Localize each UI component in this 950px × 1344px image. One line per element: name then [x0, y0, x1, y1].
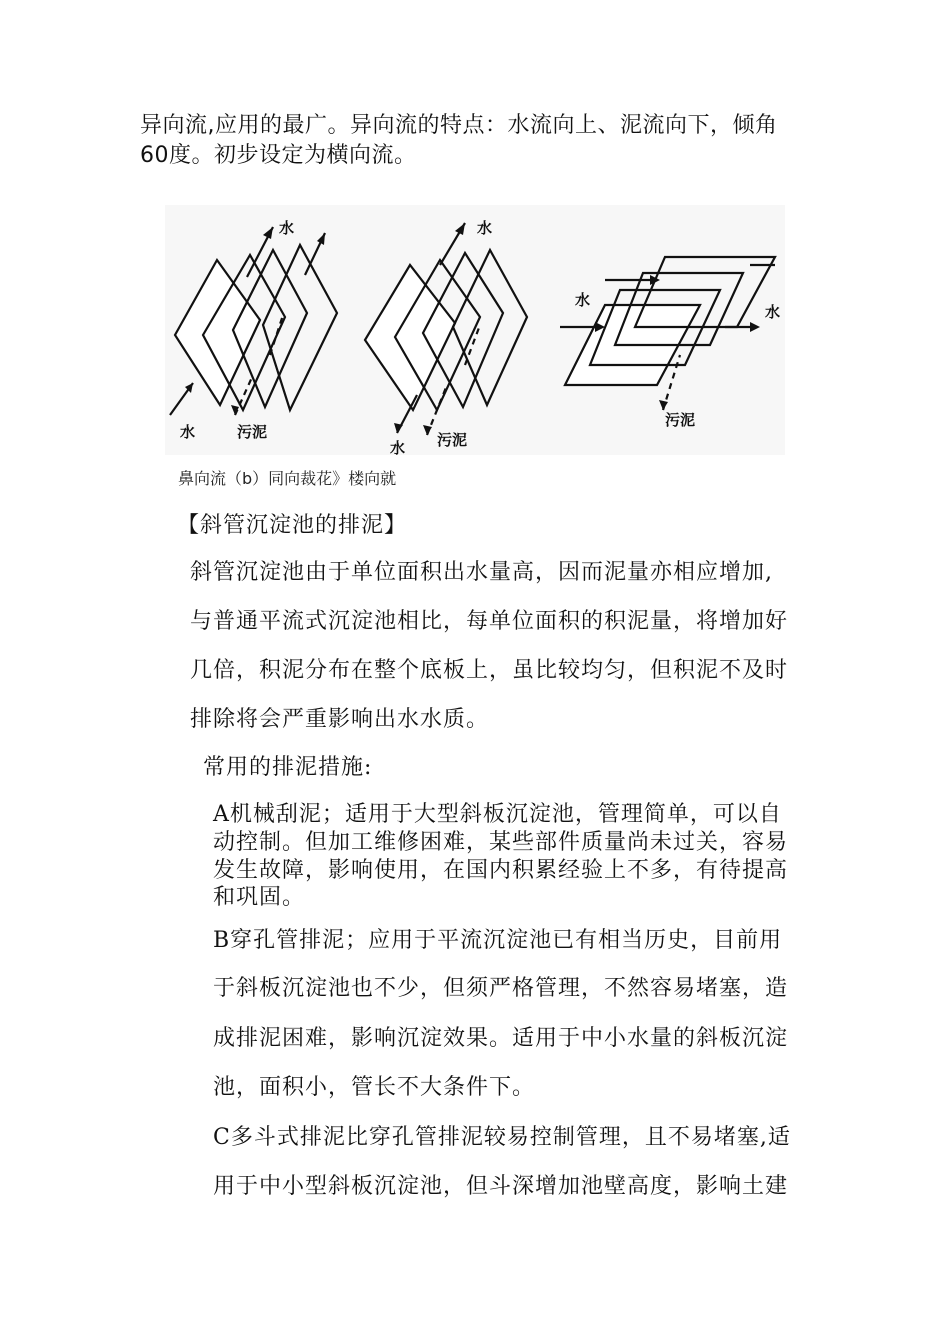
measures-title: 常用的排泥措施: — [203, 755, 373, 780]
para-line-1: 斜管沉淀池由于单位面积出水量高，因而泥量亦相应增加, — [190, 560, 773, 585]
para-line-3: 几倍，积泥分布在整个底板上，虽比较均匀，但积泥不及时 — [190, 658, 789, 683]
section-heading: 【斜管沉淀池的排泥】 — [177, 513, 408, 538]
label-b-water-top: 水 — [477, 219, 493, 237]
label-b-sludge: 污泥 — [437, 431, 468, 449]
label-a-water-top: 水 — [279, 219, 295, 237]
label-a-sludge: 污泥 — [237, 423, 268, 441]
item-a-line-3: 发生故障，影响使用，在国内积累经验上不多，有待提高 — [213, 858, 789, 883]
label-c-sludge: 污泥 — [665, 411, 696, 429]
item-a-line-1: A机械刮泥；适用于大型斜板沉淀池，管理简单，可以自 — [213, 802, 782, 827]
item-a-line-4: 和巩固。 — [213, 885, 306, 910]
item-b-line-1: B穿孔管排泥；应用于平流沉淀池已有相当历史，目前用 — [213, 928, 783, 953]
label-c-water-left: 水 — [575, 291, 591, 309]
intro-line-2: 60度。初步设定为横向流。 — [140, 143, 417, 168]
item-b-line-4: 池，面积小，管长不大条件下。 — [213, 1075, 536, 1100]
label-a-water-bottom: 水 — [180, 423, 196, 441]
item-b-line-2: 于斜板沉淀池也不少，但须严格管理，不然容易堵塞，造 — [213, 976, 789, 1001]
intro-line-1: 异向流,应用的最广。异向流的特点：水流向上、泥流向下，倾角 — [140, 113, 778, 138]
inclined-plate-flow-figure — [165, 205, 785, 455]
item-a-line-2: 动控制。但加工维修困难，某些部件质量尚未过关，容易 — [213, 830, 789, 855]
item-b-line-3: 成排泥困难，影响沉淀效果。适用于中小水量的斜板沉淀 — [213, 1026, 789, 1051]
item-c-line-1: C多斗式排泥比穿孔管排泥较易控制管理，且不易堵塞,适 — [213, 1125, 791, 1150]
item-c-line-2: 用于中小型斜板沉淀池，但斗深增加池壁高度，影响土建 — [213, 1174, 789, 1199]
para-line-4: 排除将会严重影响出水水质。 — [190, 707, 490, 732]
label-c-water-right: 水 — [765, 303, 781, 321]
para-line-2: 与普通平流式沉淀池相比，每单位面积的积泥量，将增加好 — [190, 609, 789, 634]
label-b-water-bottom: 水 — [390, 439, 406, 455]
figure-caption: 鼻向流（b）同向裁花》楼向就 — [178, 469, 397, 488]
